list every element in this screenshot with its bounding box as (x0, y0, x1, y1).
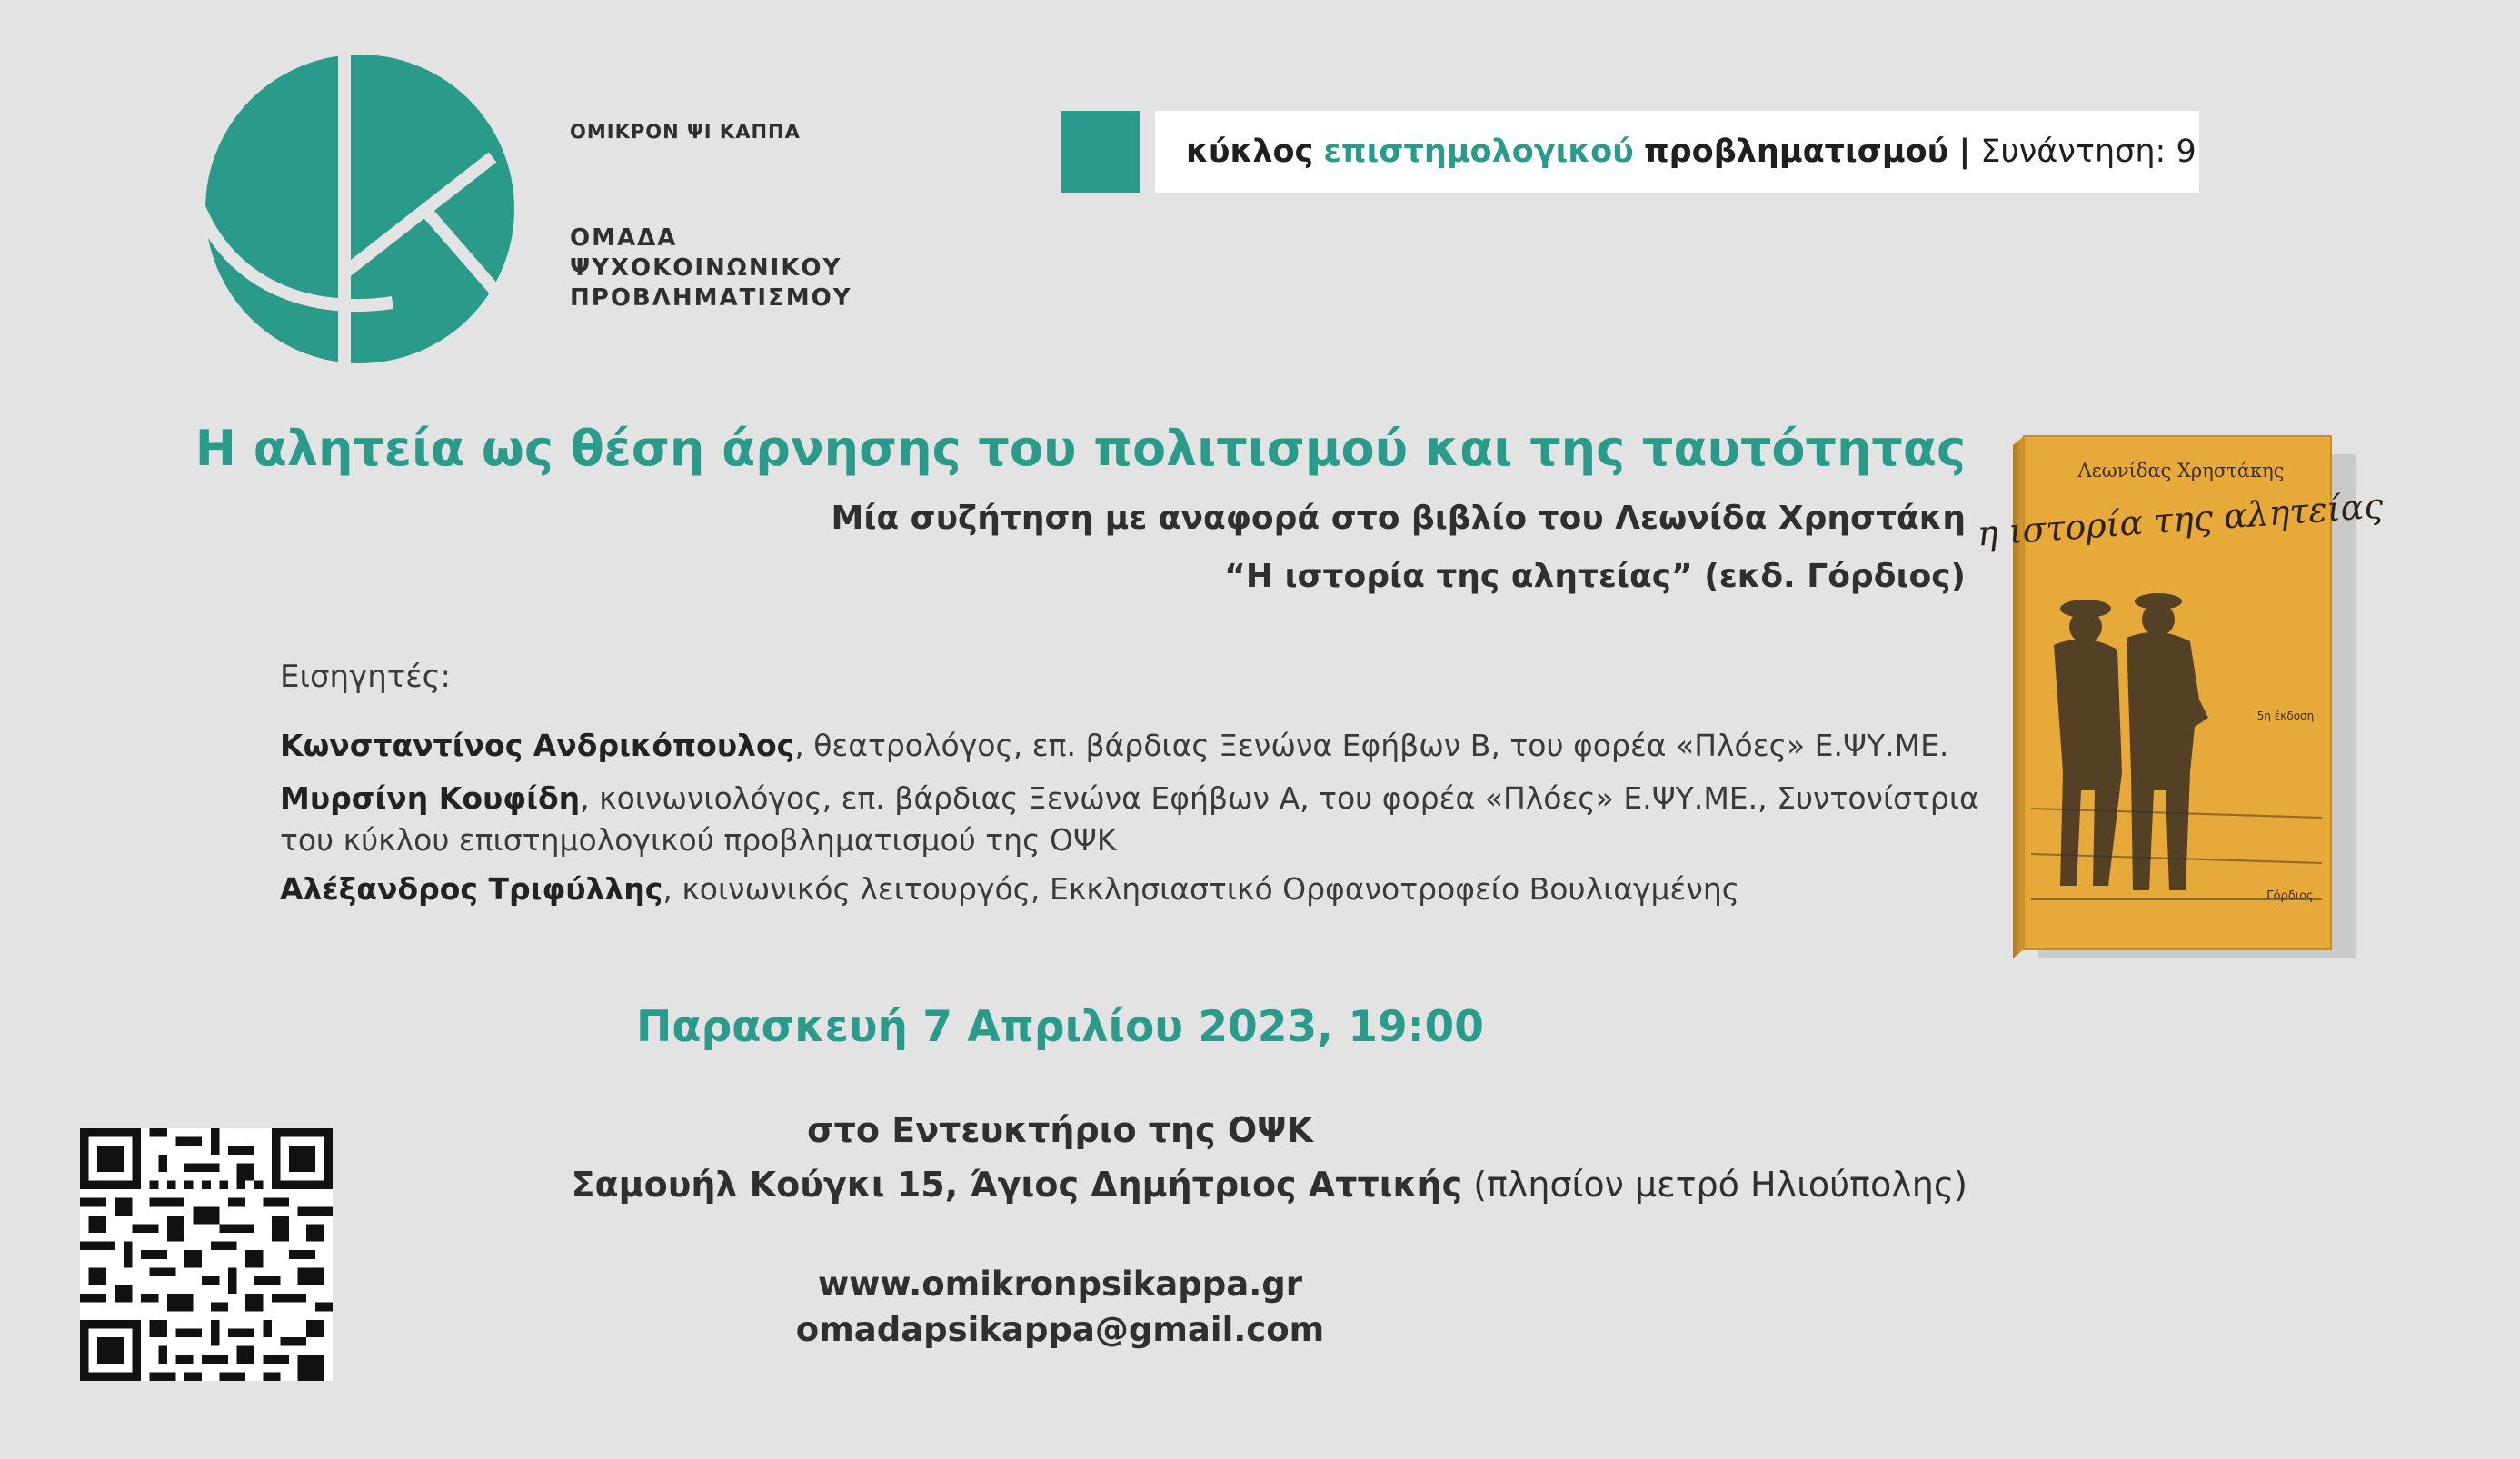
banner-accent-square (1061, 111, 1140, 193)
meeting-number: Συνάντηση: 9 (1980, 134, 2196, 170)
book-publisher: Γόρδιος (2266, 889, 2314, 903)
book-title: η ιστορία της αλητείας (1976, 485, 2385, 554)
book-edition: 5η έκδοση (2256, 710, 2315, 722)
speaker-entry (280, 868, 1997, 910)
venue-address: Σαμουήλ Κούγκι 15, Άγιος Δημήτριος Αττικής (571, 1165, 1463, 1205)
event-subtitle: Μία συζήτηση με αναφορά στο βιβλίο του Λεωνίδα Χρηστάκη (831, 500, 1966, 537)
venue-name: στο Εντευκτήριο της ΟΨΚ (807, 1110, 1313, 1150)
speaker-description: , κοινωνικός λειτουργός, Εκκλησιαστικό Ορφανοτροφείο Βουλιαγμένης (662, 871, 1740, 907)
series-word-highlight: επιστημολογικού (1323, 134, 1634, 170)
venue-note: (πλησίον μετρό Ηλιούπολης) (1462, 1165, 1967, 1205)
speaker-name: Αλέξανδρος Τριφύλλης (280, 871, 663, 907)
speaker-description: , θεατρολόγος, επ. βάρδιας Ξενώνα Εφήβων Β, του φορέα «Πλόες» Ε.ΨΥ.ΜΕ. (794, 728, 1949, 763)
speaker-entry (280, 778, 1997, 861)
series-banner-text (1186, 134, 2196, 170)
speaker-entry (280, 725, 1997, 767)
series-separator: | (1958, 134, 1971, 170)
speaker-name: Μυρσίνη Κουφίδη (280, 780, 581, 816)
org-group-name (570, 223, 852, 313)
venue-address-line (572, 1165, 1967, 1205)
org-group-line: ΠΡΟΒΛΗΜΑΤΙΣΜΟΥ (570, 284, 852, 312)
website-link[interactable]: www.omikronpsikappa.gr (818, 1265, 1302, 1304)
series-word: προβληματισμού (1643, 134, 1949, 170)
speakers-label: Εισηγητές: (280, 659, 452, 695)
org-name-small: ΟΜΙΚΡΟΝ ΨΙ ΚΑΠΠΑ (570, 121, 801, 143)
organization-logo (202, 53, 518, 365)
speaker-name: Κωνσταντίνος Ανδρικόπουλος (280, 728, 795, 763)
org-group-line: ΟΜΑΔΑ (570, 224, 678, 252)
book-author: Λεωνίδας Χρηστάκης (2077, 460, 2285, 481)
event-title: Η αλητεία ως θέση άρνησης του πολιτισμού και της ταυτότητας (194, 420, 1966, 477)
series-banner (1155, 111, 2199, 193)
speaker-description: , κοινωνιολόγος, επ. βάρδιας Ξενώνα Εφήβων Α, του φορέα «Πλόες» Ε.ΨΥ.ΜΕ., Συντονίστρια του κύκλου επιστημολογικού προβληματισμού της ΟΨΚ (280, 780, 1979, 858)
email-link[interactable]: omadapsikappa@gmail.com (795, 1310, 1325, 1349)
book-cover (1976, 427, 2385, 958)
event-book-reference: “Η ιστορία της αλητείας” (εκδ. Γόρδιος) (1224, 558, 1966, 595)
series-word: κύκλος (1186, 134, 1314, 170)
org-group-line: ΨΥΧΟΚΟΙΝΩΝΙΚΟΥ (570, 254, 842, 282)
qr-code[interactable] (80, 1128, 333, 1381)
event-date: Παρασκευή 7 Απριλίου 2023, 19:00 (636, 1002, 1484, 1052)
